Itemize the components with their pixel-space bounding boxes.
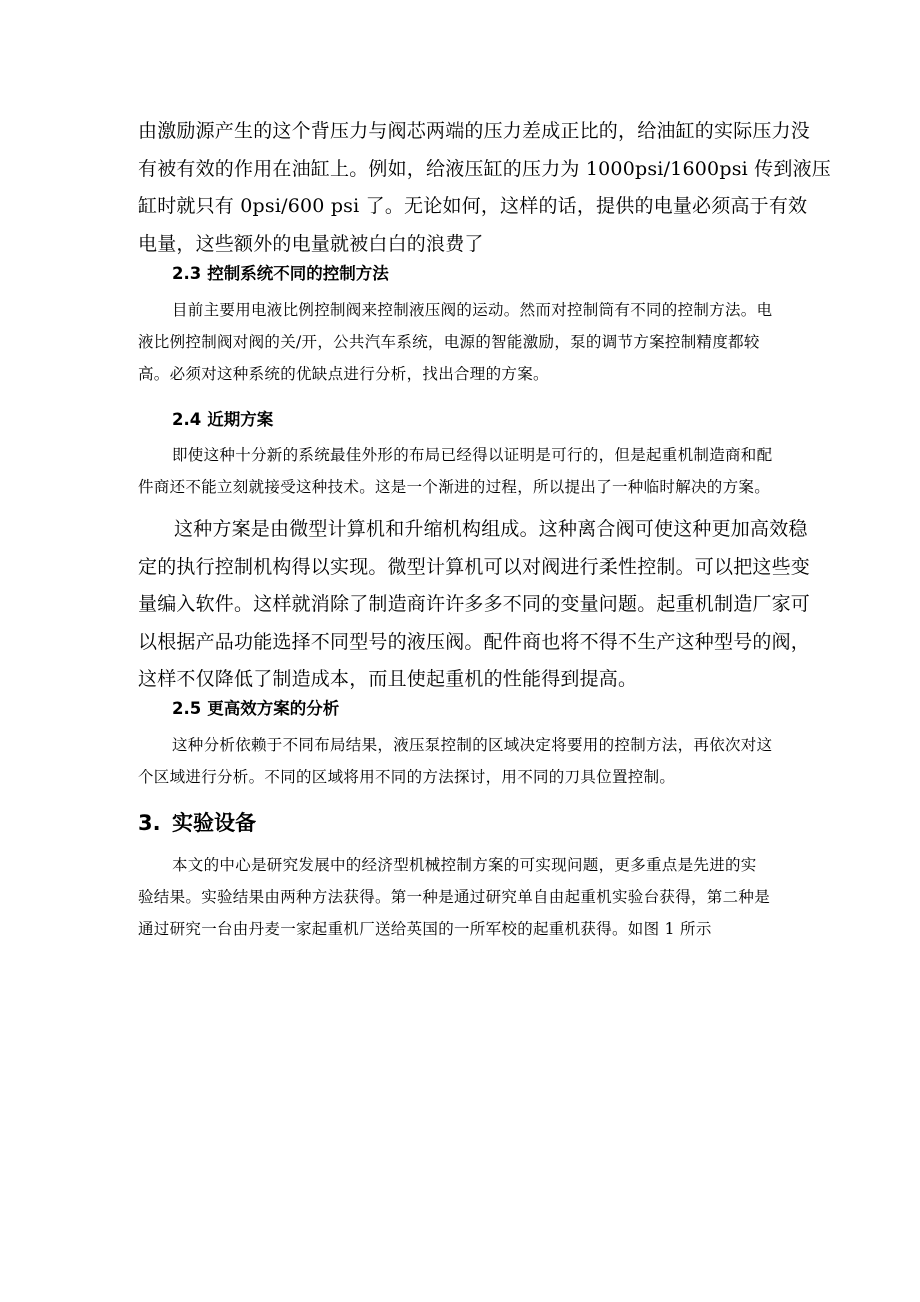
text-line: 这种方案是由微型计算机和升缩机构组成。这种离合阀可使这种更加高效稳 [174,518,808,540]
section-heading-3 [138,808,256,838]
text-line: 以根据产品功能选择不同型号的液压阀。配件商也将不得不生产这种型号的阀， [138,630,811,653]
paragraph-pressure [138,113,831,263]
text-line: 通过研究一台由丹麦一家起重机厂送给英国的一所军校的起重机获得。如图 1 所示 [138,920,712,938]
section-title: 实验设备 [172,811,256,835]
section-number: 2.5 [172,699,202,718]
text-line: 件商还不能立刻就接受这种技术。这是一个渐进的过程，所以提出了一种临时解决的方案。 [138,478,771,496]
paragraph-experiment [138,849,782,945]
text-line: 缸时就只有 0psi/600 psi 了。无论如何，这样的话，提供的电量必须高于有效 [138,195,808,217]
text-line: 高。必须对这种系统的优缺点进行分析，找出合理的方案。 [138,365,549,383]
section-number: 2.4 [172,410,202,429]
section-title: 控制系统不同的控制方法 [207,264,389,283]
text-line: 目前主要用电液比例控制阀来控制液压阀的运动。然而对控制筒有不同的控制方法。电 [172,301,773,319]
text-line: 定的执行控制机构得以实现。微型计算机可以对阀进行柔性控制。可以把这些变 [138,555,811,578]
text-line: 个区域进行分析。不同的区域将用不同的方法探讨，用不同的刀具位置控制。 [138,768,676,786]
text-line: 由激励源产生的这个背压力与阀芯两端的压力差成正比的，给油缸的实际压力没 [138,120,811,142]
section-number: 2.3 [172,264,202,283]
paragraph-microcomputer [138,511,811,699]
section-number: 3. [138,811,161,835]
text-line: 本文的中心是研究发展中的经济型机械控制方案的可实现问题，更多重点是先进的实 [172,856,757,874]
text-line: 验结果。实验结果由两种方法获得。第一种是通过研究单自由起重机实验台获得，第二种是 [138,888,771,906]
text-line: 液比例控制阀对阀的关/开，公共汽车系统，电源的智能激励，泵的调节方案控制精度都较 [138,333,760,351]
section-heading-2-3 [172,262,389,286]
section-title: 近期方案 [207,410,274,429]
text-line: 电量，这些额外的电量就被白白的浪费了 [138,232,484,255]
text-line: 有被有效的作用在油缸上。例如，给液压缸的压力为 1000psi/1600psi 传到液压 [138,157,831,180]
text-line: 量编入软件。这样就消除了制造商许许多多不同的变量问题。起重机制造厂家可 [138,593,811,615]
section-heading-2-5 [172,697,339,721]
text-line: 这种分析依赖于不同布局结果，液压泵控制的区域决定将要用的控制方法，再依次对这 [172,736,773,754]
paragraph-near-term [138,439,782,503]
text-line: 即使这种十分新的系统最佳外形的布局已经得以证明是可行的，但是起重机制造商和配 [172,446,773,464]
section-title: 更高效方案的分析 [207,699,340,718]
text-line: 这样不仅降低了制造成本，而且使起重机的性能得到提高。 [138,668,638,690]
paragraph-analysis [138,729,782,793]
section-heading-2-4 [172,408,273,432]
paragraph-control-methods [138,294,782,390]
